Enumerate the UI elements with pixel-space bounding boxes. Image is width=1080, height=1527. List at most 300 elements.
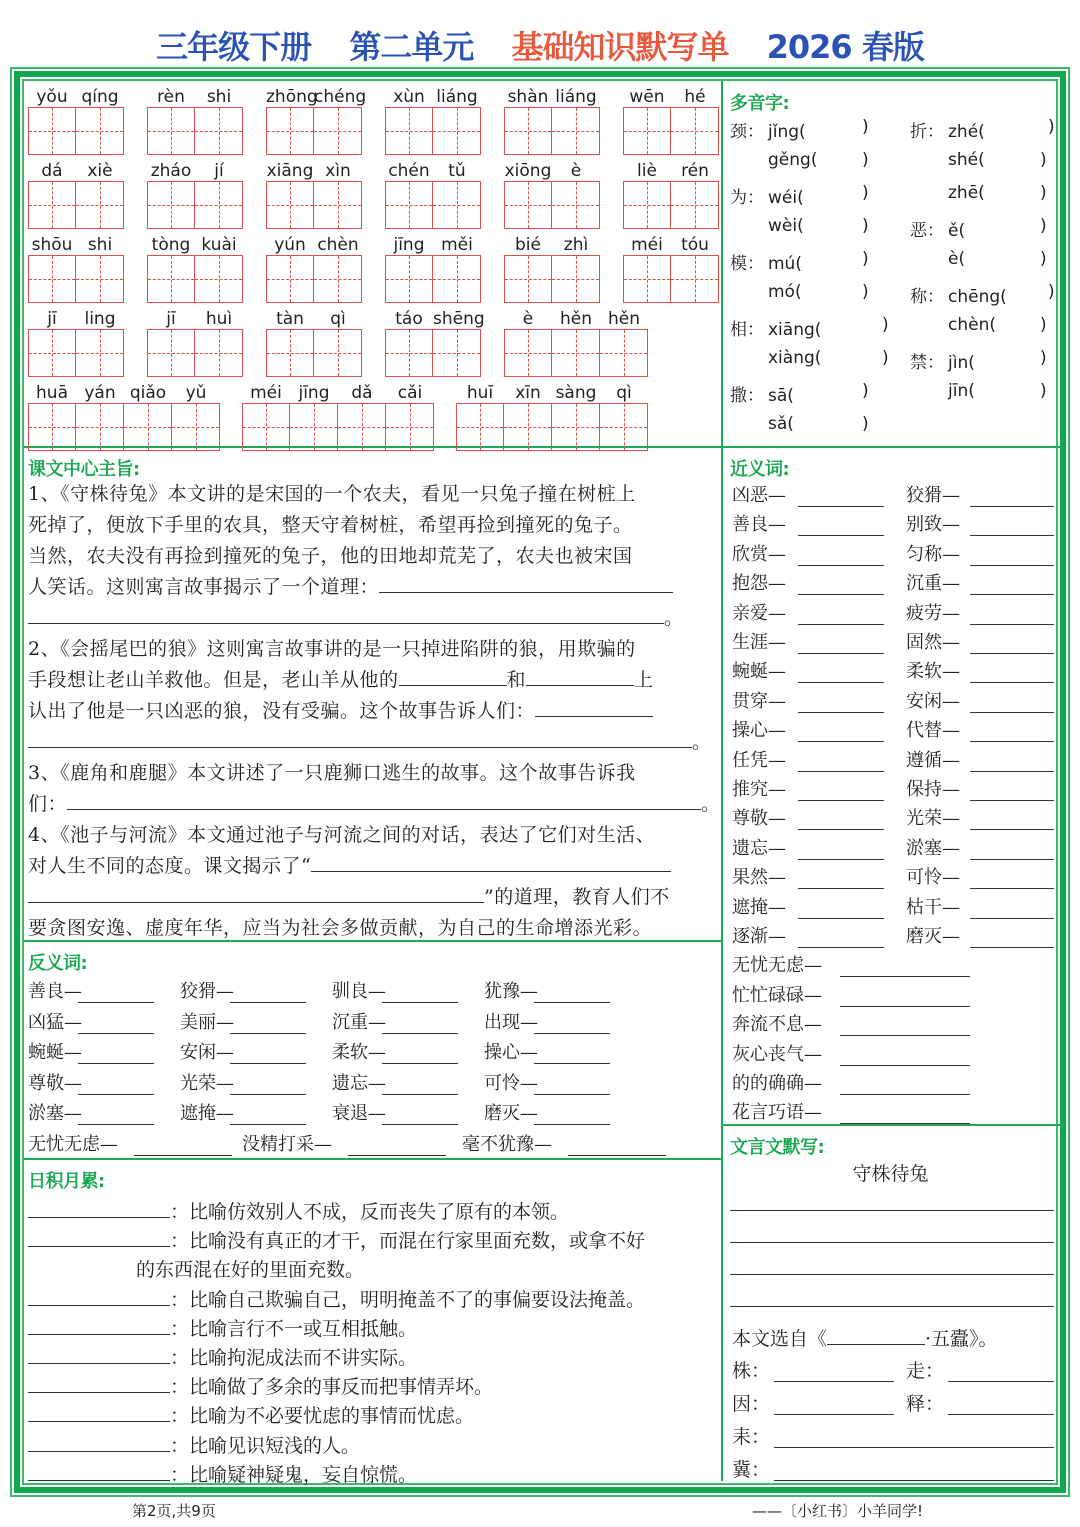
antonym-idiom-item: 没精打采— [242,1130,332,1156]
word-box-group [28,229,124,303]
polyphone-entry: 折： zhé( ) [910,117,1055,142]
answer-blank[interactable] [840,1104,970,1124]
word-box-group [623,155,719,229]
word-box-group [456,377,648,451]
pinyin-labels [147,303,243,329]
answer-blank[interactable] [78,983,154,1003]
answer-blank[interactable] [798,869,884,889]
antonym-item: 柔软— [332,1038,386,1064]
answer-blank[interactable] [970,752,1054,772]
synonym-item: 疲劳— [906,599,960,625]
word-explanation-item: 因： [732,1389,770,1416]
tian-grid-box[interactable] [456,403,504,451]
polyphone-entry: è( ) [948,249,1047,269]
pinyin-syllable: rén [681,161,709,181]
tian-grid-box[interactable] [172,403,220,451]
synonyms-title: 近义词: [730,459,790,480]
column-divider [721,81,723,1481]
dictation-line[interactable] [730,1191,1054,1211]
pinyin-syllable: hěn [607,309,640,329]
tian-grid-box[interactable] [671,181,719,229]
antonym-item: 驯良— [332,977,386,1003]
title-edition: 2026 春版 [766,28,924,66]
tian-grid-box[interactable] [76,329,124,377]
answer-blank[interactable] [78,1075,154,1095]
idiom-definition: ：比喻为不必要忧虑的事情而忧虑。 [28,1401,474,1428]
answer-blank[interactable] [230,983,306,1003]
pinyin-syllable: liáng [436,87,478,107]
answer-blank[interactable] [798,487,884,507]
answer-blank[interactable] [134,1136,232,1156]
answer-blank[interactable] [382,1014,458,1034]
section-divider [24,1158,721,1160]
tian-grid-box[interactable] [76,255,124,303]
tian-grid-box[interactable] [147,255,195,303]
pinyin-syllable: zháo [150,161,192,181]
pinyin-labels [504,81,600,107]
pinyin-labels [28,303,124,329]
word-explanation-item: 释： [906,1389,944,1416]
polyphone-entry: 相： xiāng( ) [730,315,889,340]
pinyin-syllable: yán [84,383,116,403]
answer-blank[interactable] [970,869,1054,889]
tian-grid-box[interactable] [504,329,552,377]
pinyin-syllable: wēn [629,87,665,107]
answer-blank[interactable] [526,666,634,686]
synonym-item: 淤塞— [906,834,960,860]
main-idea-title: 课文中心主旨: [28,459,140,480]
pinyin-syllable: xùn [393,87,425,107]
antonym-item: 出现— [484,1008,538,1034]
tian-grid-box[interactable] [600,403,648,451]
pinyin-syllable: è [522,309,534,329]
tian-grid-box[interactable] [147,181,195,229]
answer-blank[interactable] [28,883,484,903]
answer-blank[interactable] [970,605,1054,625]
answer-blank[interactable] [798,752,884,772]
pinyin-syllable: qì [330,309,346,329]
tian-grid-box[interactable] [671,255,719,303]
answer-blank[interactable] [948,1362,1054,1382]
word-box-group [504,303,648,377]
answer-blank[interactable] [948,1395,1054,1415]
answer-blank[interactable] [348,1136,446,1156]
answer-blank[interactable] [78,1014,154,1034]
answer-blank[interactable] [970,899,1054,919]
word-explanation-item: 冀： [732,1455,770,1482]
tian-grid-box[interactable] [314,255,362,303]
pinyin-labels [28,155,124,181]
tian-grid-box[interactable] [504,181,552,229]
antonym-item: 遗忘— [332,1069,386,1095]
tian-grid-box[interactable] [385,329,433,377]
source-line: 本文选自《 ·五蠹》。 [732,1324,998,1351]
pinyin-labels [385,229,481,255]
synonym-item: 遮掩— [732,893,786,919]
pinyin-syllable: shōu [31,235,73,255]
antonym-item: 凶猛— [28,1008,82,1034]
pinyin-syllable: tǔ [448,161,466,181]
pinyin-syllable: tóu [681,235,709,255]
answer-blank[interactable] [970,575,1054,595]
tian-grid-box[interactable] [338,403,386,451]
answer-blank[interactable] [230,1105,306,1125]
answer-blank[interactable] [840,957,970,977]
pinyin-syllable: yǔ [185,383,207,403]
pinyin-syllable: cǎi [397,383,423,403]
tian-grid-box[interactable] [623,255,671,303]
pinyin-syllable: yǒu [36,87,68,107]
pinyin-syllable: dǎ [351,383,373,403]
antonym-item: 光荣— [180,1069,234,1095]
tian-grid-box[interactable] [195,107,243,155]
pinyin-labels [504,229,600,255]
pinyin-labels [147,229,243,255]
answer-blank[interactable] [534,983,610,1003]
tian-grid-box[interactable] [552,329,600,377]
answer-blank[interactable] [840,1075,970,1095]
tian-grid-box[interactable] [433,107,481,155]
answer-blank[interactable] [382,1044,458,1064]
answer-blank[interactable] [534,1105,610,1125]
pinyin-syllable: qiǎo [129,383,167,403]
tian-grid-box[interactable] [195,181,243,229]
idiom-definition: ：比喻言行不一或互相抵触。 [28,1314,417,1341]
word-box-group [266,81,367,155]
dictation-line[interactable] [730,1287,1054,1307]
answer-blank[interactable] [970,810,1054,830]
pinyin-syllable: chéng [314,87,367,107]
synonym-item: 磨灭— [906,922,960,948]
answer-blank[interactable] [798,546,884,566]
pinyin-labels [266,155,362,181]
word-box-group [147,303,243,377]
tian-grid-box[interactable] [504,107,552,155]
answer-blank[interactable] [970,663,1054,683]
answer-blank[interactable] [970,516,1054,536]
polyphone-entry: wèi( ) [768,216,869,236]
answer-blank[interactable] [774,1395,894,1415]
synonym-idiom-item: 的的确确— [732,1069,822,1095]
tian-grid-box[interactable] [385,107,433,155]
pinyin-syllable: jī [166,309,176,329]
answer-blank[interactable] [534,1014,610,1034]
answer-blank[interactable] [840,1016,970,1036]
answer-blank[interactable] [970,487,1054,507]
tian-grid-box[interactable] [147,329,195,377]
pinyin-labels [504,155,600,181]
tian-grid-box[interactable] [314,181,362,229]
answer-blank[interactable] [535,697,653,717]
dictation-line[interactable] [730,1255,1054,1275]
antonym-item: 狡猾— [180,977,234,1003]
tian-grid-box[interactable] [671,107,719,155]
synonym-item: 蜿蜒— [732,657,786,683]
poem-title: 守株待兔 [852,1163,929,1185]
tian-grid-box[interactable] [195,329,243,377]
answer-blank[interactable] [379,573,673,593]
tian-grid-box[interactable] [266,181,314,229]
tian-grid-box[interactable] [552,255,600,303]
pinyin-syllable: tòng [151,235,191,255]
answer-blank[interactable] [840,1046,970,1066]
idiom-answer-blank[interactable] [28,1432,170,1452]
answer-blank[interactable] [78,1044,154,1064]
answer-blank[interactable] [798,516,884,536]
synonym-item: 保持— [906,775,960,801]
antonym-item: 犹豫— [484,977,538,1003]
tian-grid-box[interactable] [314,329,362,377]
polyphone-entry: 称： chēng( ) [910,282,1055,307]
polyphone-entry: 撒： sā( ) [730,381,869,406]
polyphone-entry: mó( ) [768,282,869,302]
answer-blank[interactable] [970,634,1054,654]
pinyin-syllable: qì [616,383,632,403]
tian-grid-box[interactable] [76,403,124,451]
answer-blank[interactable] [534,1075,610,1095]
answer-blank[interactable] [382,983,458,1003]
answer-blank[interactable] [970,546,1054,566]
answer-blank[interactable] [798,840,884,860]
pinyin-syllable: ling [84,309,116,329]
idiom-answer-blank[interactable] [28,1227,170,1247]
tian-grid-box[interactable] [552,403,600,451]
pinyin-labels [385,81,481,107]
answer-blank[interactable] [970,928,1054,948]
antonym-item: 尊敬— [28,1069,82,1095]
answer-blank[interactable] [970,693,1054,713]
credit: ——〔小红书〕小羊同学! [752,1502,924,1520]
tian-grid-box[interactable] [552,107,600,155]
synonym-item: 柔软— [906,657,960,683]
pinyin-labels [28,377,220,403]
tian-grid-box[interactable] [623,107,671,155]
pinyin-syllable: shēng [433,309,485,329]
word-box-group [504,155,600,229]
pinyin-labels [623,155,719,181]
tian-grid-box[interactable] [28,403,76,451]
pinyin-syllable: yún [274,235,306,255]
synonym-item: 任凭— [732,746,786,772]
tian-grid-box[interactable] [28,329,76,377]
tian-grid-box[interactable] [28,181,76,229]
polyphone-entry: 禁： jìn( ) [910,348,1047,373]
word-box-group [147,155,243,229]
answer-blank[interactable] [382,1105,458,1125]
tian-grid-box[interactable] [266,107,314,155]
synonym-item: 抱怨— [732,569,786,595]
pinyin-syllable: jí [214,161,224,181]
pinyin-syllable: kuài [201,235,237,255]
answer-blank[interactable] [67,790,701,810]
answer-blank[interactable] [970,722,1054,742]
word-box-group [266,155,362,229]
word-box-group [385,81,481,155]
synonym-item: 狡猾— [906,481,960,507]
synonym-item: 代替— [906,716,960,742]
pinyin-syllable: hěn [559,309,592,329]
tian-grid-box[interactable] [314,107,362,155]
word-box-group [28,303,124,377]
tian-grid-box[interactable] [242,403,290,451]
answer-blank[interactable] [774,1428,1054,1448]
pinyin-syllable: zhì [563,235,589,255]
tian-grid-box[interactable] [28,107,76,155]
synonym-item: 贯穿— [732,687,786,713]
tian-grid-box[interactable] [266,255,314,303]
page-title [0,22,1080,68]
antonym-item: 蜿蜒— [28,1038,82,1064]
synonym-item: 果然— [732,863,786,889]
answer-blank[interactable] [798,722,884,742]
idiom-answer-blank[interactable] [28,1315,170,1335]
answer-blank[interactable] [78,1105,154,1125]
idiom-definition: ：比喻做了多余的事反而把事情弄坏。 [28,1372,493,1399]
idiom-answer-blank[interactable] [28,1286,170,1306]
synonym-item: 生涯— [732,628,786,654]
answer-blank[interactable] [798,928,884,948]
answer-blank[interactable] [798,634,884,654]
synonym-item: 凶恶— [732,481,786,507]
synonym-item: 遵循— [906,746,960,772]
tian-grid-box[interactable] [386,403,434,451]
antonym-idiom-item: 毫不犹豫— [462,1130,552,1156]
synonym-item: 操心— [732,716,786,742]
polyphone-entry: chèn( ) [948,315,1047,335]
pinyin-syllable: měi [441,235,473,255]
word-box-group [385,303,485,377]
tian-grid-box[interactable] [600,329,648,377]
tian-grid-box[interactable] [504,255,552,303]
dictation-line[interactable] [730,1223,1054,1243]
answer-blank[interactable] [798,663,884,683]
polyphone-entry: zhē( ) [948,183,1047,203]
tian-grid-box[interactable] [385,255,433,303]
idiom-answer-blank[interactable] [28,1198,170,1218]
idiom-answer-blank[interactable] [28,1373,170,1393]
pinyin-syllable: liè [637,161,657,181]
answer-blank[interactable] [798,810,884,830]
synonym-item: 别致— [906,510,960,536]
synonym-item: 可怜— [906,863,960,889]
synonym-idiom-item: 无忧无虑— [732,951,822,977]
answer-blank[interactable] [774,1362,894,1382]
tian-grid-box[interactable] [504,403,552,451]
answer-blank[interactable] [970,840,1054,860]
answer-blank[interactable] [798,781,884,801]
tian-grid-box[interactable] [195,255,243,303]
polyphone-entry: 恶： ě( ) [910,216,1047,241]
answer-blank[interactable] [568,1136,666,1156]
pinyin-syllable: qíng [81,87,119,107]
tian-grid-box[interactable] [76,181,124,229]
answer-blank[interactable] [798,899,884,919]
pinyin-syllable: zhōng [266,87,318,107]
pinyin-syllable: jī [47,309,57,329]
antonym-item: 可怜— [484,1069,538,1095]
word-box-group [623,81,719,155]
word-box-group [242,377,434,451]
idiom-answer-blank[interactable] [28,1461,170,1481]
pinyin-syllable: tàn [276,309,304,329]
tian-grid-box[interactable] [266,329,314,377]
main-idea-text: 1、《守株待兔》本文讲的是宋国的一个农夫，看见一只兔子撞在树桩上 死掉了，便放下手里的农具，整天守着树桩，希望再捡到撞死的兔子。 当然，农夫没有再捡到撞死的兔子，他的田地却荒芜了，农夫也被宋国 人笑话。这则寓言故事揭示了一个道理： 。 2、《会摇尾巴的狼》这则寓言故事讲的是一只掉进陷阱的狼，用欺骗的 手段想让老山羊救他。但是，老山羊从他的 和 上 认出了他是一只凶恶的狼，没有受骗。这个故事告诉人们： 。 3、《鹿角和鹿腿》本文讲述了一只鹿狮口逃生的故事。这个故事告诉我 们： 。 4、《池子与河流》本文通过池子与河流之间的对话，表达了它们对生活、 对人生不同的态度。课文揭示了“ ”的道理，教育人们不 要贪图安逸、虚度年华，应当为社会多做贡献，为自己的生命增添光彩。 [28,483,721,939]
page-number: 第2页,共9页 [132,1502,216,1520]
tian-grid-box[interactable] [385,181,433,229]
tian-grid-box[interactable] [433,255,481,303]
pinyin-labels [147,155,243,181]
synonym-item: 光荣— [906,804,960,830]
answer-blank[interactable] [230,1075,306,1095]
pinyin-syllable: liáng [555,87,597,107]
tian-grid-box[interactable] [433,181,481,229]
answer-blank[interactable] [230,1044,306,1064]
answer-blank[interactable] [28,604,664,624]
synonym-item: 尊敬— [732,804,786,830]
synonym-item: 亲爱— [732,599,786,625]
answer-blank[interactable] [311,852,671,872]
answer-blank[interactable] [798,693,884,713]
idiom-answer-blank[interactable] [28,1402,170,1422]
word-box-group [266,229,362,303]
pinyin-labels [504,303,648,329]
answer-blank[interactable] [28,728,692,748]
polyphone-entry: xiàng( ) [768,348,889,368]
title-unit: 第二单元 [349,28,474,66]
tian-grid-box[interactable] [28,255,76,303]
tian-grid-box[interactable] [290,403,338,451]
pinyin-syllable: xīn [515,383,541,403]
polyphone-entry: 颈： jǐng( ) [730,117,869,142]
idiom-answer-blank[interactable] [28,1344,170,1364]
pinyin-syllable: hé [684,87,706,107]
answer-blank[interactable] [230,1014,306,1034]
idiom-definition: ：比喻疑神疑鬼，妄自惊慌。 [28,1460,417,1487]
definition-continuation: 的东西混在好的里面充数。 [136,1259,365,1282]
antonym-item: 遮掩— [180,1099,234,1125]
idiom-definition: ：比喻自己欺骗自己，明明掩盖不了的事偏要设法掩盖。 [28,1285,645,1312]
tian-grid-box[interactable] [552,181,600,229]
tian-grid-box[interactable] [147,107,195,155]
answer-blank[interactable] [774,1461,1054,1481]
answer-blank[interactable] [970,781,1054,801]
idiom-definition: ：比喻见识短浅的人。 [28,1431,360,1458]
polyphone-entry: 为： wéi( ) [730,183,869,208]
word-explanation-item: 株： [732,1356,770,1383]
pinyin-syllable: chén [388,161,430,181]
antonym-item: 美丽— [180,1008,234,1034]
answer-blank[interactable] [399,666,507,686]
tian-grid-box[interactable] [76,107,124,155]
answer-blank[interactable] [840,987,970,1007]
pinyin-labels [456,377,648,403]
answer-blank[interactable] [382,1075,458,1095]
pinyin-syllable: xìn [325,161,351,181]
tian-grid-box[interactable] [124,403,172,451]
answer-blank[interactable] [534,1044,610,1064]
pinyin-labels [147,81,243,107]
tian-grid-box[interactable] [623,181,671,229]
word-box-group [385,155,481,229]
answer-blank[interactable] [798,605,884,625]
synonym-item: 安闲— [906,687,960,713]
synonym-idiom-item: 忙忙碌碌— [732,981,822,1007]
antonym-item: 沉重— [332,1008,386,1034]
source-blank[interactable] [827,1325,925,1345]
antonym-idiom-item: 无忧无虑— [28,1130,118,1156]
tian-grid-box[interactable] [433,329,481,377]
answer-blank[interactable] [798,575,884,595]
